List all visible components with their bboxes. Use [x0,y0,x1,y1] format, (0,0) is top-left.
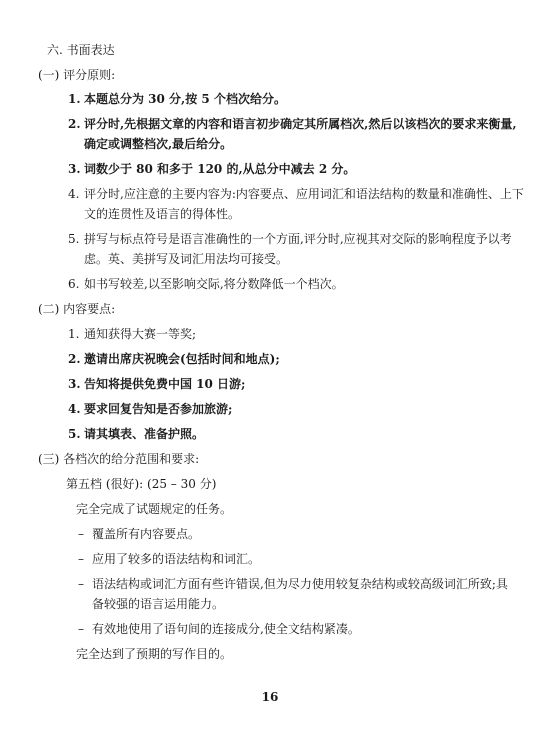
bullet-text: 有效地使用了语句间的连接成分,使全文结构紧凑。 [92,622,360,636]
item-text: 本题总分为 30 分,按 5 个档次给分。 [84,92,286,106]
content-item-2 [68,351,280,367]
content-item-1 [68,326,196,342]
scoring-item-2 [68,116,517,132]
item-number: 2. [68,117,81,131]
scoring-item-4 [68,186,524,202]
dash-marker: – [78,527,84,541]
bullet-text: 覆盖所有内容要点。 [92,527,201,541]
item-text: 如书写较差,以至影响交际,将分数降低一个档次。 [84,277,344,291]
content-points-heading: (二) 内容要点: [38,302,116,316]
item-number: 3. [68,162,81,176]
content-item-3 [68,376,246,392]
item-text: 告知将提供免费中国 10 日游; [84,377,246,391]
scoring-item-2-continuation: 确定或调整档次,最后给分。 [84,137,233,151]
bullet-text: 应用了较多的语法结构和词汇。 [92,552,261,566]
section-title: 六. 书面表达 [47,43,115,57]
item-number: 6. [68,277,80,291]
item-text: 评分时,先根据文章的内容和语言初步确定其所属档次,然后以该档次的要求来衡量, [84,117,517,131]
grade-bullet-1 [78,526,200,542]
item-number: 2. [68,352,81,366]
item-text: 要求回复告知是否参加旅游; [84,402,233,416]
item-number: 5. [68,232,80,246]
grade-conclusion: 完全达到了预期的写作目的。 [76,647,233,661]
dash-marker: – [78,622,84,636]
bullet-text: 语法结构或词汇方面有些许错误,但为尽力使用较复杂结构或较高级词汇所致;具 [92,577,508,591]
item-text: 拼写与标点符号是语言准确性的一个方面,评分时,应视其对交际的影响程度予以考 [84,232,512,246]
dash-marker: – [78,552,84,566]
grade-title: 第五档 (很好): (25 – 30 分) [66,477,217,491]
grade-bullet-2 [78,551,260,567]
content-item-5 [68,426,204,442]
item-number: 4. [68,187,80,201]
scoring-principles-heading: (一) 评分原则: [38,68,116,82]
grade-intro: 完全完成了试题规定的任务。 [76,502,233,516]
item-number: 1. [68,327,80,341]
page-number: 16 [261,690,279,704]
item-number: 3. [68,377,81,391]
scoring-item-4-continuation: 文的连贯性及语言的得体性。 [84,207,241,221]
scoring-item-3 [68,161,355,177]
grade-ranges-heading: (三) 各档次的给分范围和要求: [38,452,200,466]
item-text: 请其填表、准备护照。 [84,427,205,441]
item-text: 词数少于 80 和多于 120 的,从总分中减去 2 分。 [84,162,356,176]
item-number: 5. [68,427,81,441]
scoring-item-5 [68,231,512,247]
grade-bullet-4 [78,621,360,637]
item-text: 评分时,应注意的主要内容为:内容要点、应用词汇和语法结构的数量和准确性、上下 [84,187,524,201]
scoring-item-1 [68,91,286,107]
content-item-4 [68,401,232,417]
grade-bullet-3-continuation: 备较强的语言运用能力。 [92,597,225,611]
dash-marker: – [78,577,84,591]
grade-bullet-3 [78,576,508,592]
scoring-item-5-continuation: 虑。英、美拼写及词汇用法均可接受。 [84,252,289,266]
item-number: 1. [68,92,81,106]
item-number: 4. [68,402,81,416]
item-text: 通知获得大赛一等奖; [84,327,197,341]
item-text: 邀请出席庆祝晚会(包括时间和地点); [84,352,280,366]
scoring-item-6 [68,276,344,292]
